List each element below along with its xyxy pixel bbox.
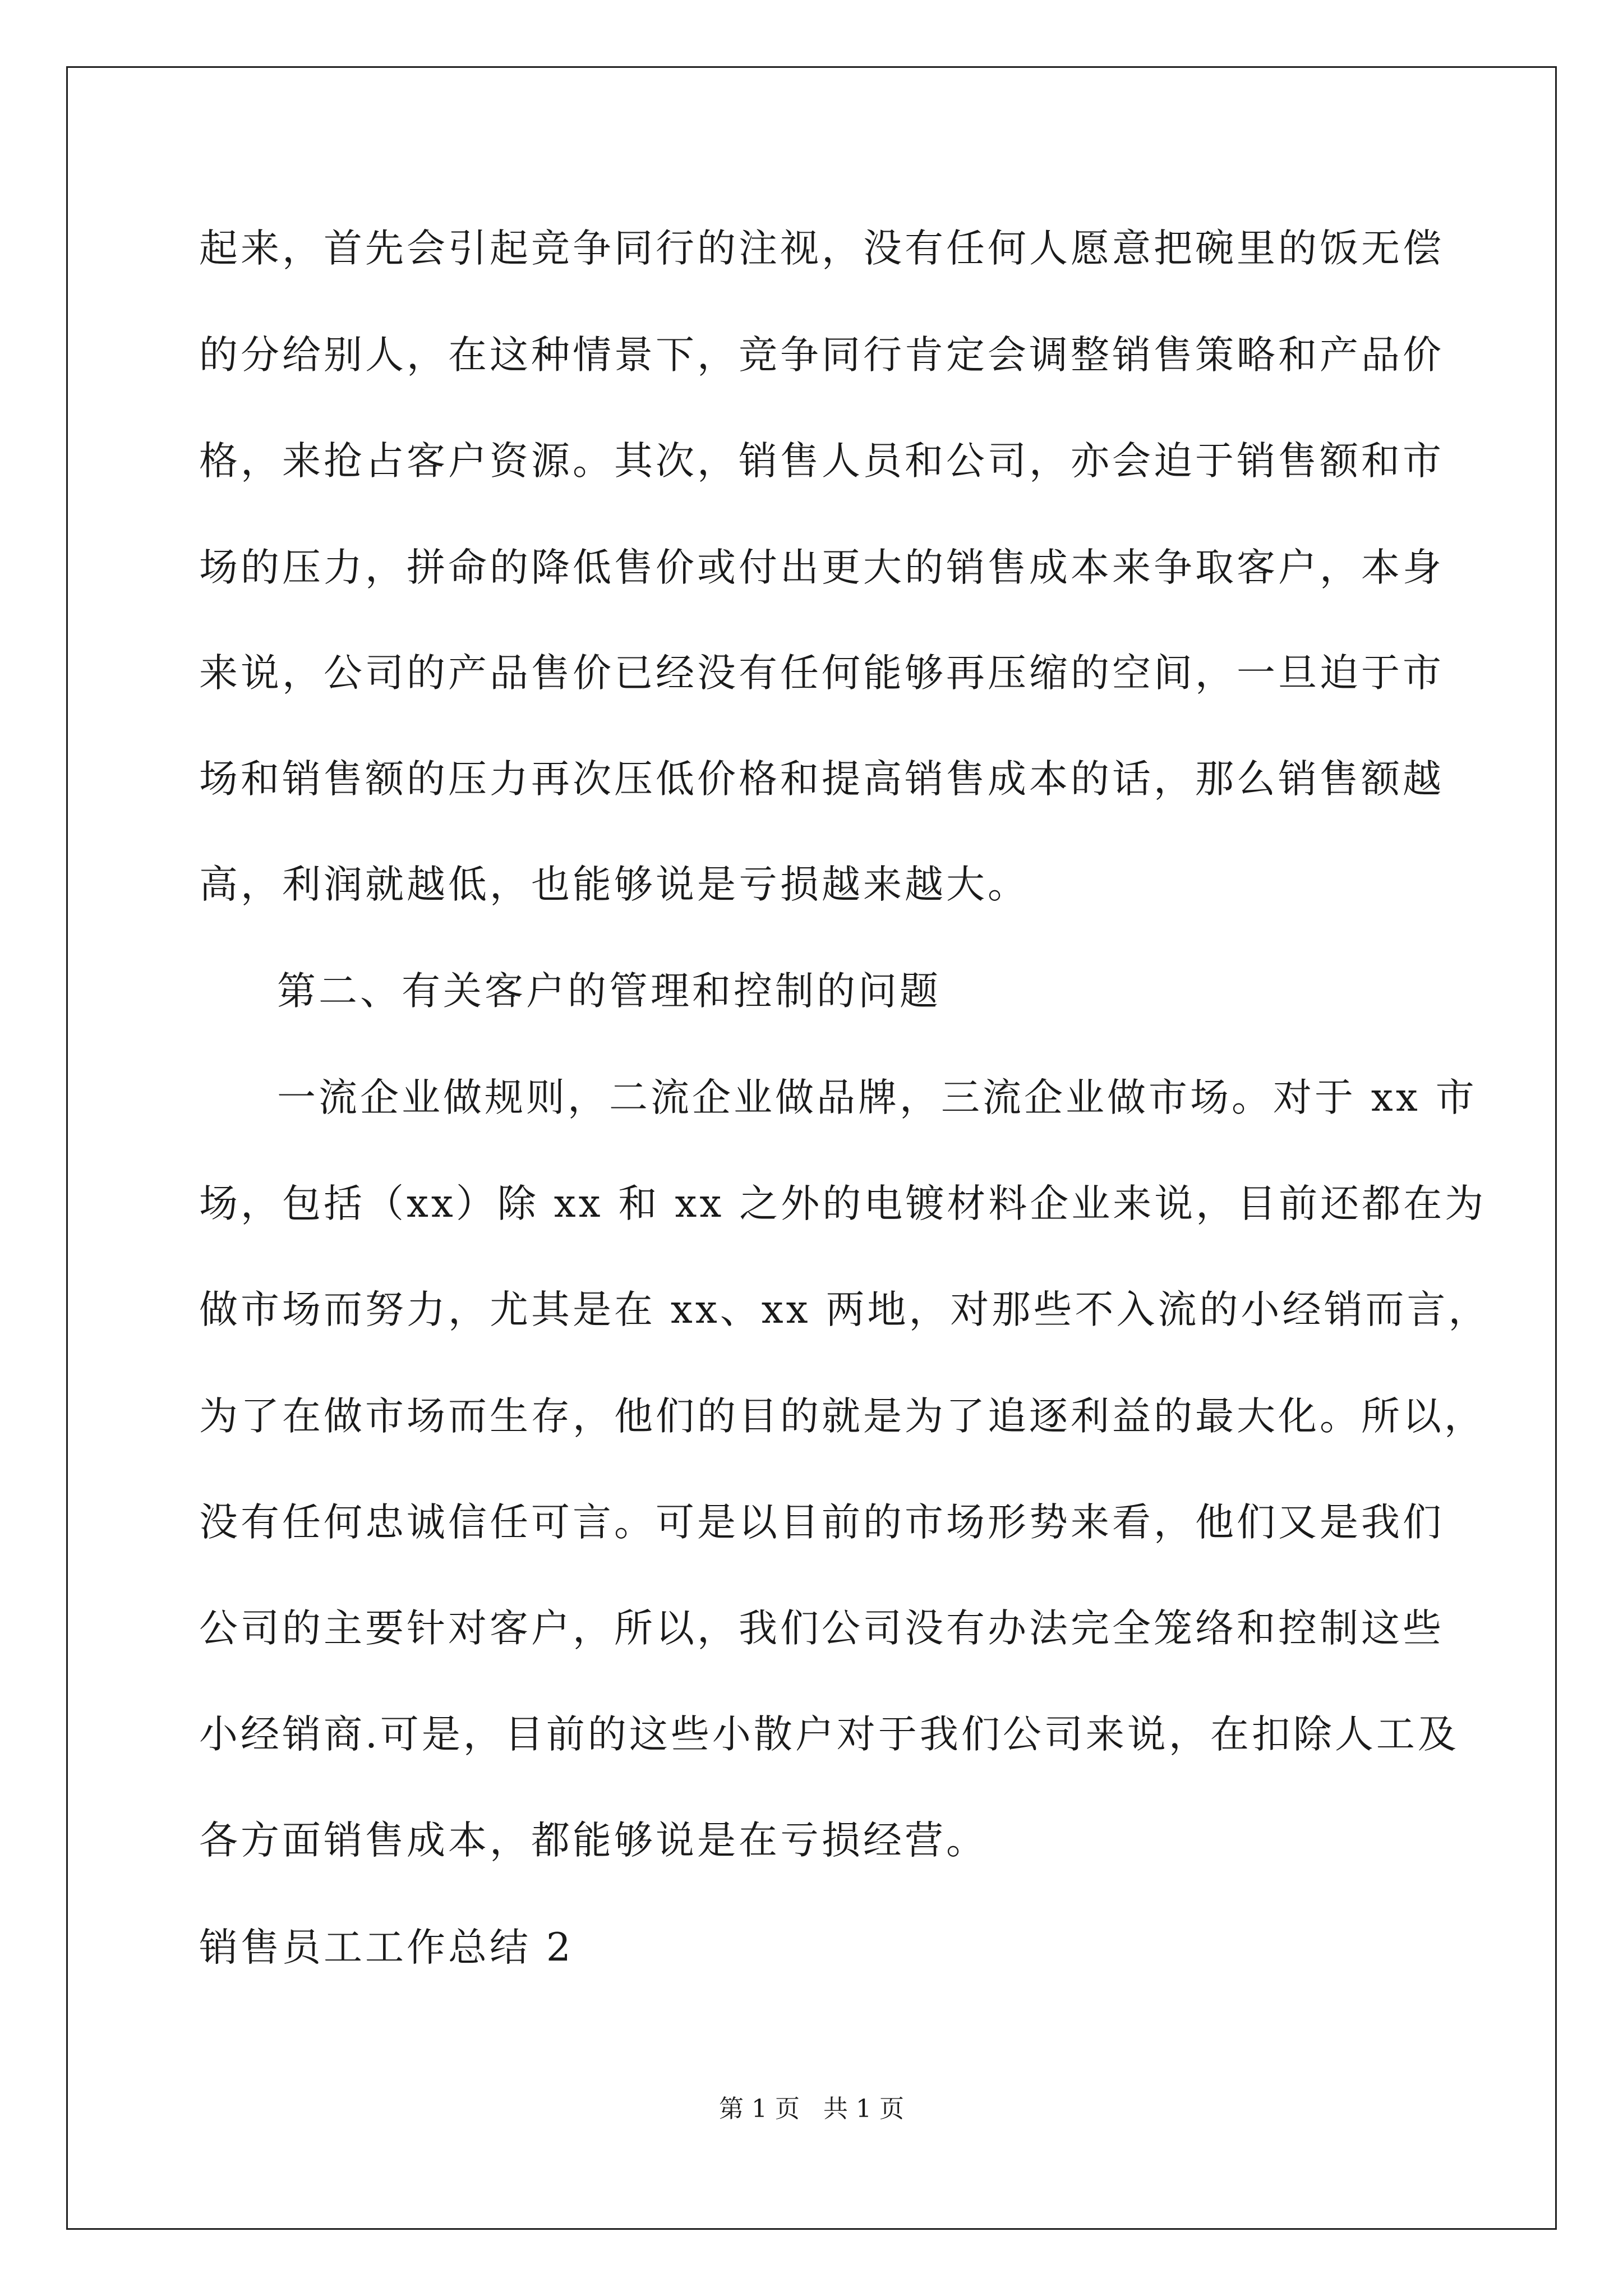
paragraph-line: 来说，公司的产品售价已经没有任何能够再压缩的空间，一旦迫于市 <box>199 651 1444 696</box>
paragraph-line: 做市场而努力，尤其是在 xx、xx 两地，对那些不入流的小经销而言， <box>199 1287 1490 1332</box>
paragraph-line: 一流企业做规则，二流企业做品牌，三流企业做市场。对于 xx 市 <box>277 1075 1477 1120</box>
paragraph-line: 公司的主要针对客户，所以，我们公司没有办法完全笼络和控制这些 <box>199 1606 1444 1651</box>
paragraph-line: 场，包括（xx）除 xx 和 xx 之外的电镀材料企业来说，目前还都在为 <box>199 1181 1487 1226</box>
paragraph-line: 为了在做市场而生存，他们的目的就是为了追逐利益的最大化。所以， <box>199 1394 1486 1439</box>
paragraph-line: 没有任何忠诚信任可言。可是以目前的市场形势来看，他们又是我们 <box>199 1500 1444 1545</box>
paragraph-line: 格，来抢占客户资源。其次，销售人员和公司，亦会迫于销售额和市 <box>199 439 1444 484</box>
paragraph-line: 的分给别人，在这种情景下，竞争同行肯定会调整销售策略和产品价 <box>199 333 1444 378</box>
page-border <box>66 66 1557 2230</box>
paragraph-line: 高，利润就越低，也能够说是亏损越来越大。 <box>199 862 1029 907</box>
paragraph-line: 各方面销售成本，都能够说是在亏损经营。 <box>199 1818 988 1863</box>
paragraph-line: 场的压力，拼命的降低售价或付出更大的销售成本来争取客户，本身 <box>199 545 1444 590</box>
page-number: 第 1 页 共 1 页 <box>719 2095 904 2123</box>
document-title: 销售员工工作总结 2 <box>199 1925 574 1970</box>
paragraph-line: 小经销商.可是，目前的这些小散户对于我们公司来说，在扣除人工及 <box>199 1712 1459 1757</box>
paragraph-line: 场和销售额的压力再次压低价格和提高销售成本的话，那么销售额越 <box>199 757 1444 802</box>
section-heading: 第二、有关客户的管理和控制的问题 <box>277 969 941 1014</box>
paragraph-line: 起来，首先会引起竞争同行的注视，没有任何人愿意把碗里的饭无偿 <box>199 226 1444 271</box>
